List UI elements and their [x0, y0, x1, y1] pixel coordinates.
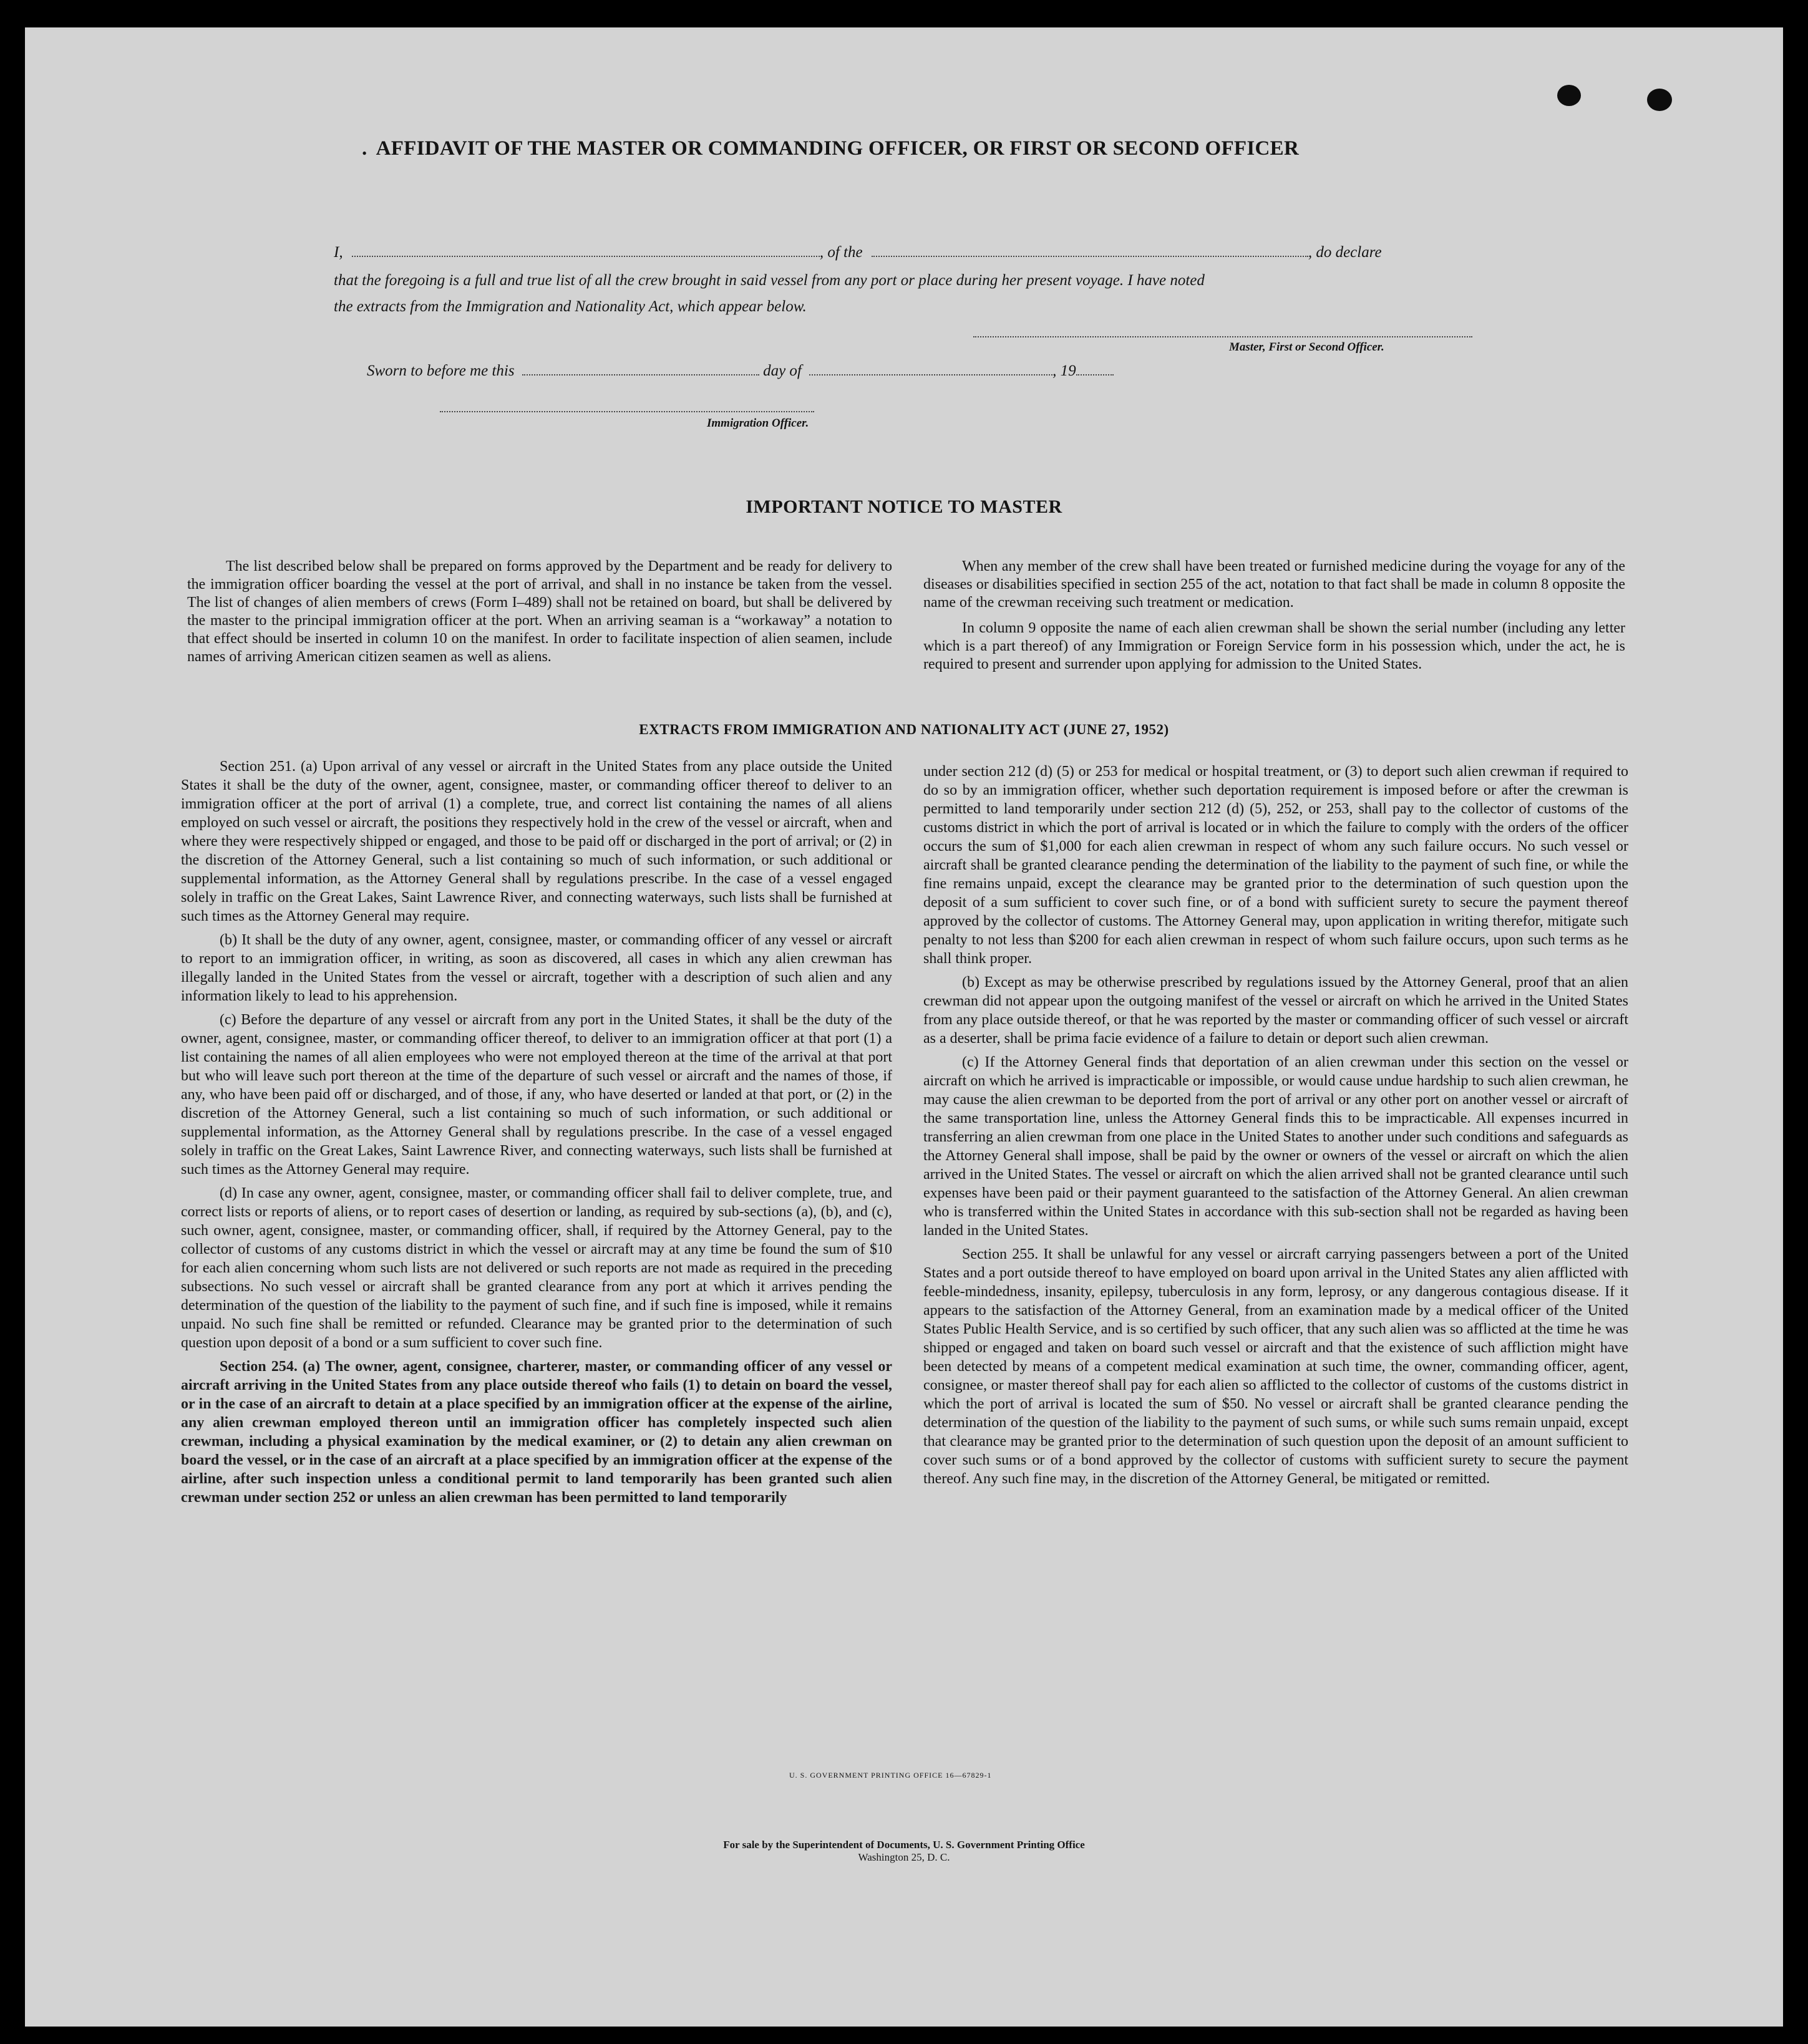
master-signature-line[interactable] — [973, 336, 1472, 337]
do-declare-label: , do declare — [1308, 244, 1382, 261]
document-page — [25, 27, 1783, 2027]
section-251-d: (d) In case any owner, agent, consignee, master, or commanding officer shall fail to deliver complete, true, and correct lists or reports of aliens, or to report cases of desertion or landing, as required by sub-sections (a), (b), and (c), such owner, agent, consignee, master, or commanding officer, shall, if required by the Attorney General, pay to the collector of customs of any customs district in which the vessel or aircraft may at any time be found the sum of $10 for each alien concerning whom such lists are not delivered or such reports are not made as required in the preceding subsections. No such vessel or aircraft shall be granted clearance from any port at which it arrives pending the determination of the question of the liability to the payment of such fine, and if such fine is imposed, while it remains unpaid. No such fine shall be remitted or refunded. Clearance may be granted prior to the determination of such question upon deposit of a bond or a sum sufficient to cover such fine. — [181, 1185, 892, 1351]
section-254-b: (b) Except as may be otherwise prescribed by regulations issued by the Attorney General, proof that an alien crewman did not appear upon the outgoing manifest of the vessel or aircraft on which he arrived in the United States from any place outside thereof, or that he was reported by the master or commanding officer of such vessel or aircraft as a deserter, shall be prima facie evidence of a failure to detain or deport such alien crewman. — [923, 974, 1628, 1047]
notice-right-paragraph-1: When any member of the crew shall have been treated or furnished medicine during the voyage for any of the diseases or disabilities specified in section 255 of the act, notation to that fact shall be made in column 8 opposite the name of the crewman receiving such treatment or medication. — [923, 558, 1625, 611]
section-251-c: (c) Before the departure of any vessel or aircraft from any port in the United States, it shall be the duty of the owner, agent, consignee, master, or commanding officer thereof, to deliver to an immigration officer at that port (1) a list containing the names of all alien employees who were not employed thereon at the time of the arrival at that port but who will leave such port thereon at the time of the departure of such vessel or aircraft and the names of those, if any, who have been paid off or discharged, and of those, if any, who have deserted or landed at that port, or (2) in the discretion of the Attorney General, such a list containing so much of such information, or such additional or supplemental information, as the Attorney General shall by regulations prescribe. In the case of a vessel engaged solely in traffic on the Great Lakes, Saint Lawrence River, and connecting waterways, such lists shall be furnished at such times as the Attorney General may require. — [181, 1012, 892, 1178]
extracts-left-column — [181, 757, 892, 1512]
notice-title: IMPORTANT NOTICE TO MASTER — [746, 496, 1062, 517]
sworn-line — [367, 358, 1114, 384]
declaration-line-1: that the foregoing is a full and true list of all the crew brought in said vessel from any port or place during her present voyage. I have noted — [334, 272, 1205, 289]
for-sale-line-2: Washington 25, D. C. — [858, 1851, 950, 1863]
section-251-a: Section 251. (a) Upon arrival of any vessel or aircraft in the United States from any place outside the United States it shall be the duty of the owner, agent, consignee, master, or commanding officer thereof to deliver to an immigration officer at the port of arrival (1) a complete, true, and correct list containing the names of all aliens employed on such vessel or aircraft, the positions they respectively hold in the crew of the vessel or aircraft, when and where they were respectively shipped or engaged, and those to be paid off or discharged in the port of arrival; or (2) in the discretion of the Attorney General, such a list containing so much of such information, or such additional or supplemental information, as the Attorney General shall by regulations prescribe. In the case of a vessel engaged solely in traffic on the Great Lakes, Saint Lawrence River, and connecting waterways, such lists shall be furnished at such times as the Attorney General may require. — [181, 758, 892, 924]
master-signature-label: Master, First or Second Officer. — [1229, 341, 1384, 354]
officer-signature-line[interactable] — [440, 411, 814, 412]
declaration-fill-line — [334, 240, 1485, 266]
notice-left-column — [187, 558, 892, 671]
name-field[interactable] — [352, 256, 820, 257]
section-254-c: (c) If the Attorney General finds that deportation of an alien crewman under this section on the vessel or aircraft on which he arrived is impracticable or impossible, or would cause undue hardship to such alien crewman, he may cause the alien crewman to be deported from the port of arrival or any other port on another vessel or aircraft of the same transportation line, unless the Attorney General finds this to be impracticable. All expenses incurred in transferring an alien crewman from one place in the United States to another under such conditions and safeguards as the Attorney General shall impose, shall be paid by the owner or owners of the vessel or aircraft on which the alien arrived in the United States. The vessel or aircraft on which the alien arrived shall not be granted clearance until such expenses have been paid or their payment guaranteed to the satisfaction of the Attorney General. An alien crewman who is transferred within the United States in accordance with this sub-section shall not be regarded as having been landed in the United States. — [923, 1054, 1628, 1239]
punch-hole-mark — [1647, 89, 1672, 111]
section-255: Section 255. It shall be unlawful for any vessel or aircraft carrying passengers between a port of the United States and a port outside thereof to have employed on board upon arrival in the United States any alien afflicted with feeble-mindedness, insanity, epilepsy, tuberculosis in any form, leprosy, or any dangerous contagious disease. If it appears to the satisfaction of the Attorney General, from an examination made by a medical officer of the United States Public Health Service, and is so certified by such officer, that any such alien was so afflicted at the time he was shipped or engaged and taken on board such vessel or aircraft and that the existence of such affliction might have been detected by means of a competent medical examination at such time, the owner, commanding officer, agent, consignee, or master thereof shall pay for each alien so afflicted to the collector of customs of the customs district in which the port of arrival is located the sum of $50. No vessel or aircraft shall be granted clearance pending the determination of the question of the liability to the payment of such sums, or while such sums remain unpaid, except that clearance may be granted prior to the determination of such question upon the deposit of an amount sufficient to cover such sums or of a bond approved by the collector of customs with sufficient surety to secure the payment thereof. Any such fine may, in the discretion of the Attorney General, be mitigated or remitted. — [923, 1246, 1628, 1487]
for-sale-footer — [25, 1839, 1783, 1864]
vessel-field[interactable] — [872, 256, 1308, 257]
extracts-title: EXTRACTS FROM IMMIGRATION AND NATIONALITY ACT (JUNE 27, 1952) — [639, 722, 1169, 737]
day-of-label: day of — [763, 362, 802, 379]
printing-office-imprint: U. S. GOVERNMENT PRINTING OFFICE 16—67829-1 — [789, 1771, 992, 1780]
of-the-label: , of the — [819, 244, 863, 261]
notice-right-paragraph-2: In column 9 opposite the name of each alien crewman shall be shown the serial number (including any letter which is a part thereof) of any Immigration or Foreign Service form in his possession which, under the act, he is required to present and surrender upon applying for admission to the United States. — [923, 620, 1625, 672]
section-251-b: (b) It shall be the duty of any owner, agent, consignee, master, or commanding officer of any vessel or aircraft to report to an immigration officer, in writing, as soon as discovered, all cases in which any alien crewman has illegally landed in the United States from the vessel or aircraft, together with a description of such alien and any information likely to lead to his apprehension. — [181, 932, 892, 1004]
officer-signature-label: Immigration Officer. — [707, 417, 809, 430]
declaration-text — [334, 268, 1485, 320]
sworn-label: Sworn to before me this — [367, 362, 515, 379]
extracts-right-column — [923, 762, 1628, 1493]
sworn-year-field[interactable] — [1076, 374, 1114, 375]
notice-right-column — [923, 558, 1625, 679]
year-label: , 19 — [1052, 362, 1076, 379]
sworn-month-field[interactable] — [809, 374, 1052, 375]
section-254-a: Section 254. (a) The owner, agent, consignee, charterer, master, or commanding officer of any vessel or aircraft arriving in the United States from any place outside thereof who fails (1) to detain on board the vessel, or in the case of an aircraft to detain at a place specified by an immigration officer at the expense of the airline, any alien crewman employed thereon until an immigration officer has completely inspected such alien crewman, including a physical examination by the medical examiner, or (2) to detain any alien crewman on board the vessel, or in the case of an aircraft at a place specified by an immigration officer at the expense of the airline, after such inspection unless a conditional permit to land temporarily has been granted such alien crewman under section 252 or unless an alien crewman has been permitted to land temporarily — [181, 1359, 892, 1506]
for-sale-line-1: For sale by the Superintendent of Documents, U. S. Government Printing Office — [723, 1839, 1085, 1851]
notice-left-paragraph: The list described below shall be prepared on forms approved by the Department and be ready for delivery to the immigration officer boarding the vessel at the port of arrival, and shall in no instance be taken from the vessel. The list of changes of alien members of crews (Form I–489) shall not be retained on board, but shall be delivered by the master to the principal immigration officer at the port. When an arriving seaman is a “workaway” a notation to that effect should be inserted in column 10 on the manifest. In order to facilitate inspection of alien seamen, include names of arriving American citizen seamen as well as aliens. — [187, 558, 892, 665]
section-254-a-continued: under section 212 (d) (5) or 253 for medical or hospital treatment, or (3) to deport such alien crewman if required to do so by an immigration officer, whether such deportation requirement is imposed before or after the crewman is permitted to land temporarily under section 212 (d) (5), 252, or 253, shall pay to the collector of customs of the customs district in which the port of arrival is located or in which the failure to comply with the orders of the officer occurs the sum of $1,000 for each alien crewman in respect of whom any such failure occurs. No such vessel or aircraft shall be granted clearance pending the determination of the liability to the payment of such fine, or while the fine remains unpaid, except the clearance may be granted prior to the determination of such question upon the deposit of a sum sufficient to cover such fine, or of a bond with sufficient surety to secure the payment thereof approved by the collector of customs. The Attorney General may, upon application in writing therefor, mitigate such penalty to not less than $200 for each alien crewman in respect of whom such failure occurs, upon such terms as he shall think proper. — [923, 763, 1628, 967]
affidavit-title: . AFFIDAVIT OF THE MASTER OR COMMANDING OFFICER, OR FIRST OR SECOND OFFICER — [362, 137, 1300, 160]
sworn-day-field[interactable] — [522, 374, 759, 375]
i-label: I, — [334, 244, 343, 261]
declaration-line-2: the extracts from the Immigration and Nationality Act, which appear below. — [334, 298, 807, 315]
punch-hole-mark — [1557, 85, 1581, 106]
